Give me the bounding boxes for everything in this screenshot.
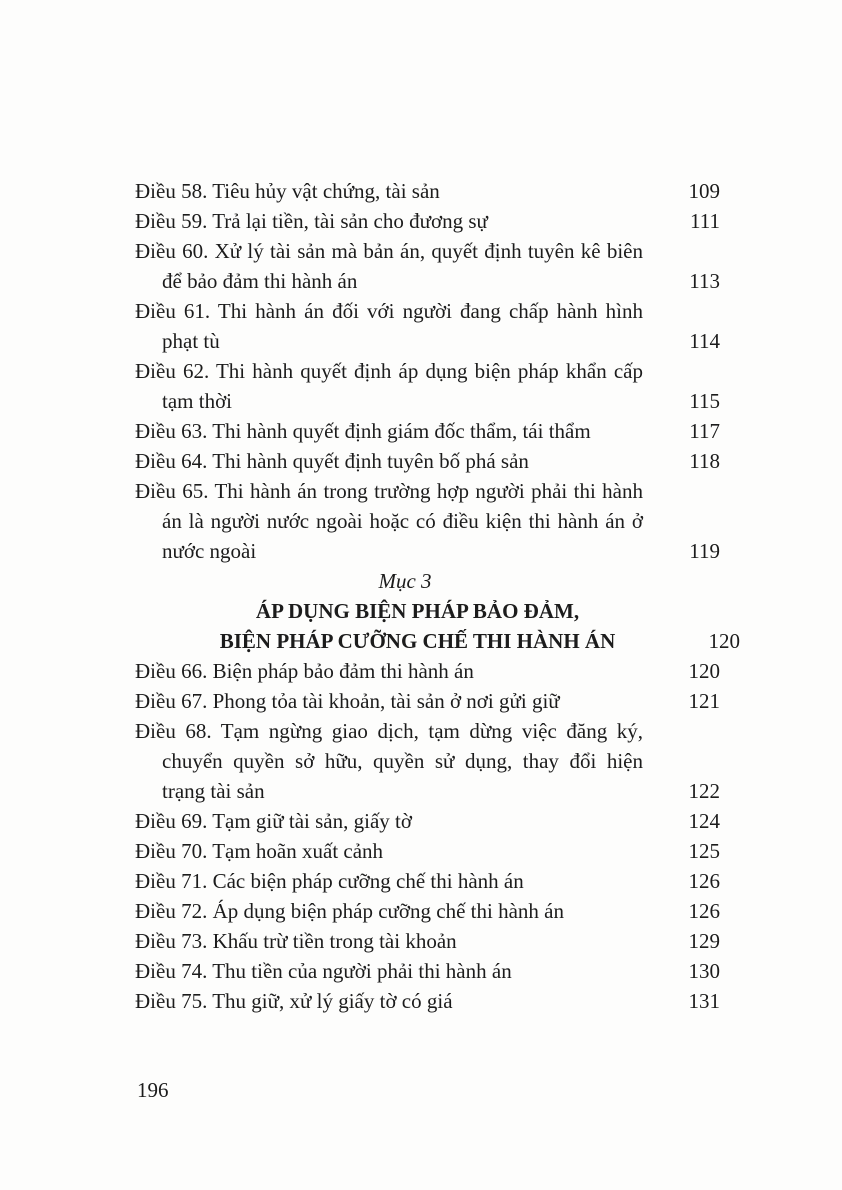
- toc-section-kicker: Mục 3: [378, 569, 432, 593]
- toc-entry: [135, 806, 720, 836]
- toc-entry-page-number: 129: [688, 929, 720, 953]
- toc-entry-title: Điều 60. Xử lý tài sản mà bản án, quyết định tuyên kê biên để bảo đảm thi hành án: [135, 239, 643, 293]
- toc-entry-page-number: 131: [688, 989, 720, 1013]
- toc-entry: [135, 206, 720, 236]
- toc-entry-page-number: 114: [689, 329, 720, 353]
- toc-entry-title: Điều 67. Phong tỏa tài khoản, tài sản ở nơi gửi giữ: [135, 689, 560, 713]
- toc-entry-title: Điều 69. Tạm giữ tài sản, giấy tờ: [135, 809, 412, 833]
- toc-entry-title: Điều 65. Thi hành án trong trường hợp người phải thi hành án là người nước ngoài hoặc có điều kiện thi hành án ở nước ngoài: [135, 479, 643, 563]
- toc-entry: [135, 416, 720, 446]
- toc-entry-title: Điều 70. Tạm hoãn xuất cảnh: [135, 839, 384, 863]
- toc-section-title-text: BIỆN PHÁP CƯỠNG CHẾ THI HÀNH ÁN: [219, 629, 616, 653]
- toc-entry-page-number: 113: [689, 269, 720, 293]
- toc-entry-title: Điều 72. Áp dụng biện pháp cưỡng chế thi hành án: [135, 899, 564, 923]
- toc-entry-title: Điều 66. Biện pháp bảo đảm thi hành án: [135, 659, 474, 683]
- toc-entry: [135, 296, 720, 356]
- toc-entry-title: Điều 62. Thi hành quyết định áp dụng biện pháp khẩn cấp tạm thời: [135, 359, 643, 413]
- toc-entry: [135, 236, 720, 296]
- table-of-contents: [135, 176, 740, 1016]
- toc-entry-page-number: 119: [689, 539, 720, 563]
- toc-entry: [135, 896, 720, 926]
- toc-entry-title: Điều 75. Thu giữ, xử lý giấy tờ có giá: [135, 989, 453, 1013]
- toc-entry-page-number: 126: [688, 899, 720, 923]
- toc-entry-page-number: 109: [688, 179, 720, 203]
- toc-entry-page-number: 130: [688, 959, 720, 983]
- toc-entry-title: Điều 59. Trả lại tiền, tài sản cho đương sự: [135, 209, 488, 233]
- toc-entry: [135, 656, 720, 686]
- toc-section-heading: [135, 566, 740, 656]
- toc-entry-page-number: 115: [689, 389, 720, 413]
- toc-section-page-number: 120: [708, 629, 740, 653]
- toc-entry-page-number: 124: [688, 809, 720, 833]
- toc-entry: [135, 176, 720, 206]
- toc-entry: [135, 866, 720, 896]
- toc-entry-page-number: 125: [688, 839, 720, 863]
- toc-entry-page-number: 121: [688, 689, 720, 713]
- toc-entry-title: Điều 58. Tiêu hủy vật chứng, tài sản: [135, 179, 440, 203]
- toc-entry: [135, 356, 720, 416]
- toc-entry-title: Điều 74. Thu tiền của người phải thi hành án: [135, 959, 512, 983]
- toc-entry-page-number: 117: [689, 419, 720, 443]
- toc-entry: [135, 446, 720, 476]
- toc-entry-page-number: 111: [690, 209, 720, 233]
- toc-section-title-line-2: [135, 626, 740, 656]
- toc-entry-page-number: 126: [688, 869, 720, 893]
- toc-entry: [135, 836, 720, 866]
- toc-entry: [135, 956, 720, 986]
- toc-entry-page-number: 122: [688, 779, 720, 803]
- toc-entry: [135, 986, 720, 1016]
- toc-entry-title: Điều 61. Thi hành án đối với người đang chấp hành hình phạt tù: [135, 299, 643, 353]
- toc-entry-page-number: 120: [688, 659, 720, 683]
- toc-section-title-line-1: ÁP DỤNG BIỆN PHÁP BẢO ĐẢM,: [255, 599, 580, 623]
- footer-page-number: 196: [137, 1078, 169, 1102]
- toc-entry-title: Điều 68. Tạm ngừng giao dịch, tạm dừng việc đăng ký, chuyển quyền sở hữu, quyền sử dụng, thay đổi hiện trạng tài sản: [135, 719, 643, 803]
- toc-entry-title: Điều 64. Thi hành quyết định tuyên bố phá sản: [135, 449, 529, 473]
- toc-entry: [135, 716, 720, 806]
- toc-entry-title: Điều 71. Các biện pháp cưỡng chế thi hành án: [135, 869, 524, 893]
- toc-entry-page-number: 118: [689, 449, 720, 473]
- toc-entry-title: Điều 73. Khấu trừ tiền trong tài khoản: [135, 929, 457, 953]
- toc-entry-title: Điều 63. Thi hành quyết định giám đốc thẩm, tái thẩm: [135, 419, 591, 443]
- toc-entry: [135, 686, 720, 716]
- toc-entry: [135, 926, 720, 956]
- toc-entry: [135, 476, 720, 566]
